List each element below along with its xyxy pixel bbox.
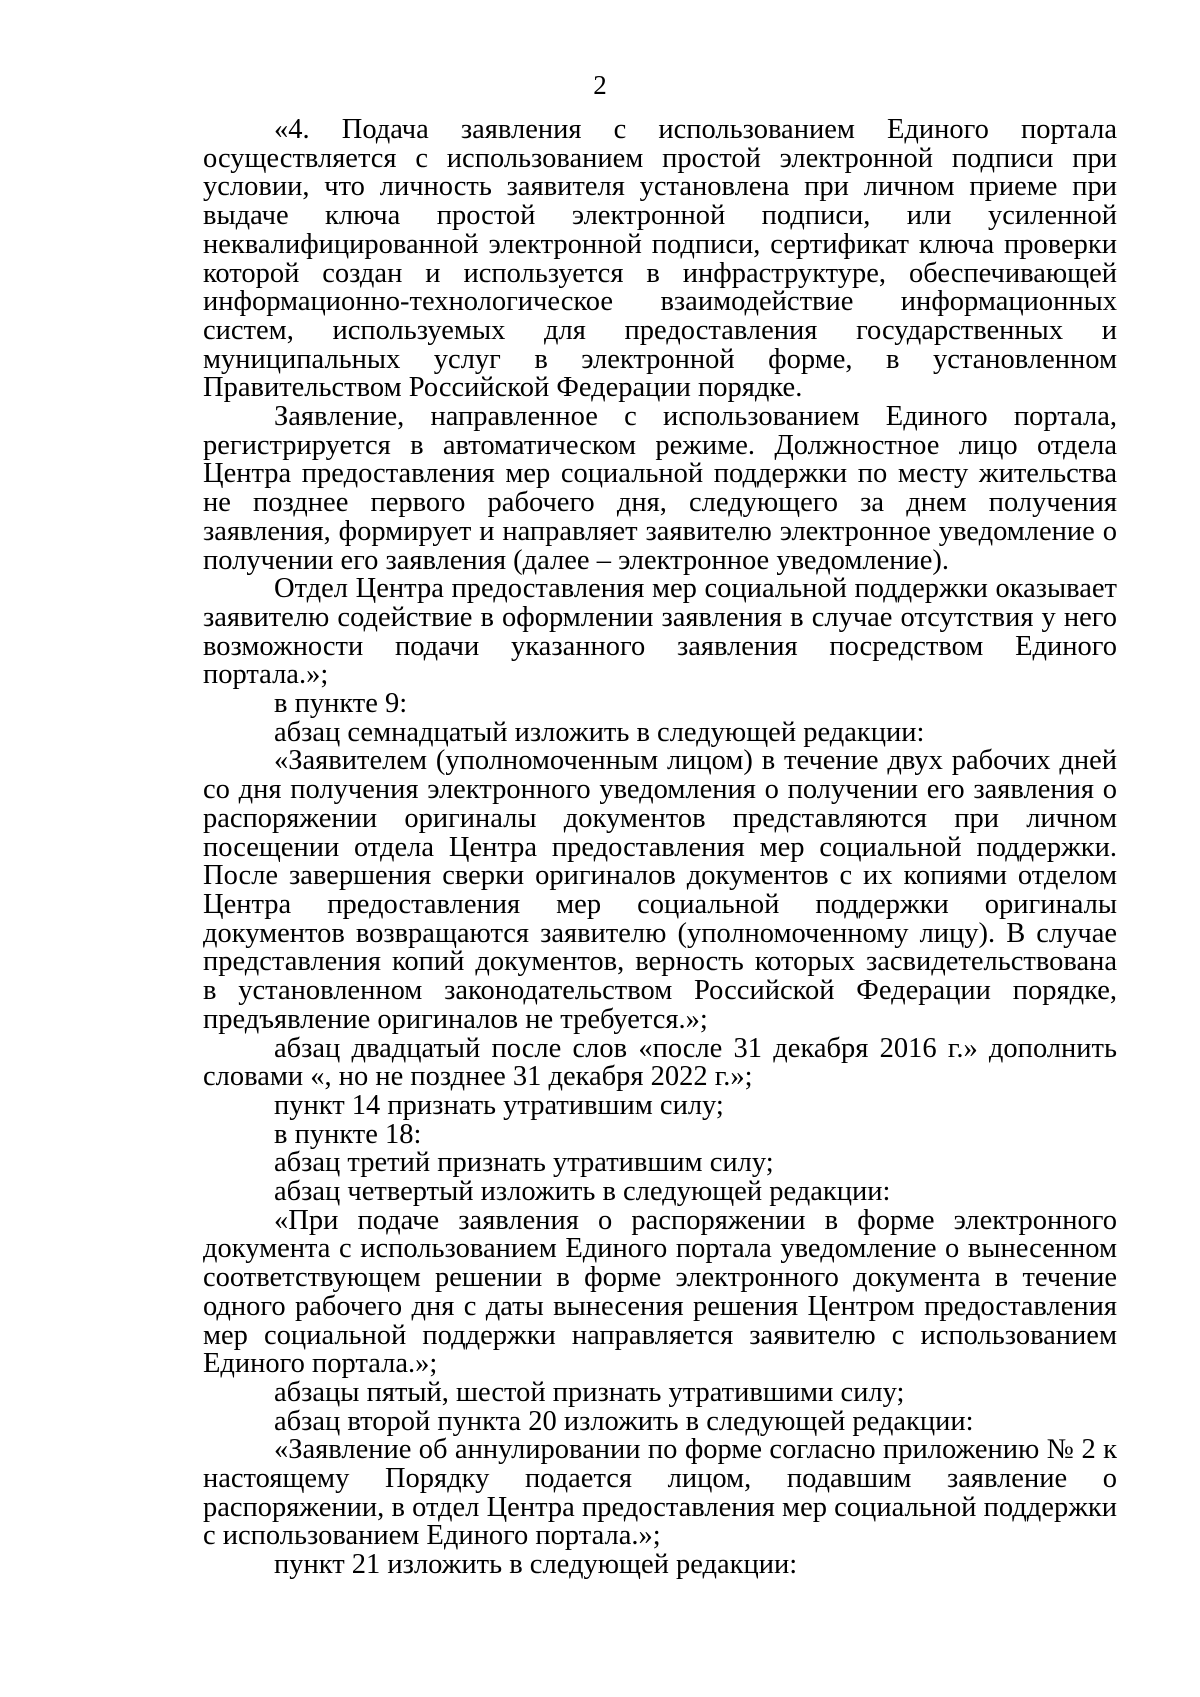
paragraph-9: в пункте 18: xyxy=(274,1118,422,1150)
paragraph-14: абзац второй пункта 20 изложить в следующей редакции: xyxy=(274,1405,974,1437)
paragraph-2: Заявление, направленное с использованием Единого портала, регистрируется в автоматическом режиме. Должностное лицо отдела Центра предоставления мер социальной поддержки по месту жительства не позднее первого рабочего дня, следующего за днем получения заявления, формирует и направляет заявителю электронное уведомление о получении его заявления (далее – электронное уведомление). xyxy=(203,401,1117,576)
page-number: 2 xyxy=(593,70,607,100)
paragraph-5: абзац семнадцатый изложить в следующей редакции: xyxy=(274,716,925,748)
document-body xyxy=(203,116,1117,1580)
paragraph-6: «Заявителем (уполномоченным лицом) в течение двух рабочих дней со дня получения электронного уведомления о получении его заявления о распоряжении оригиналы документов представляются при личном посещении отдела Центра предоставления мер социальной поддержки. После завершения сверки оригиналов документов с их копиями отделом Центра предоставления мер социальной поддержки оригиналы документов возвращаются заявителю (уполномоченному лицу). В случае представления копий документов, верность которых засвидетельствована в установленном законодательством Российской Федерации порядке, предъявление оригиналов не требуется.»; xyxy=(203,745,1117,1035)
paragraph-10: абзац третий признать утратившим силу; xyxy=(274,1147,774,1179)
paragraph-15: «Заявление об аннулировании по форме согласно приложению № 2 к настоящему Порядку подается лицом, подавшим заявление о распоряжении, в отдел Центра предоставления мер социальной поддержки с использованием Единого портала.»; xyxy=(203,1434,1117,1552)
paragraph-3: Отдел Центра предоставления мер социальной поддержки оказывает заявителю содействие в оформлении заявления в случае отсутствия у него возможности подачи указанного заявления посредством Единого портала.»; xyxy=(203,573,1117,691)
paragraph-11: абзац четвертый изложить в следующей редакции: xyxy=(274,1176,891,1208)
paragraph-12: «При подаче заявления о распоряжении в форме электронного документа с использованием Единого портала уведомление о вынесенном соответствующем решении в форме электронного документа в течение одного рабочего дня с даты вынесения решения Центром предоставления мер социальной поддержки направляется заявителю с использованием Единого портала.»; xyxy=(203,1204,1117,1380)
paragraph-4: в пункте 9: xyxy=(274,688,408,720)
paragraph-13: абзацы пятый, шестой признать утратившими силу; xyxy=(274,1376,905,1408)
paragraph-7: абзац двадцатый после слов «после 31 декабря 2016 г.» дополнить словами «, но не позднее 31 декабря 2022 г.»; xyxy=(203,1032,1117,1093)
paragraph-16: пункт 21 изложить в следующей редакции: xyxy=(274,1549,798,1581)
paragraph-8: пункт 14 признать утратившим силу; xyxy=(274,1089,724,1121)
paragraph-1: «4. Подача заявления с использованием Единого портала осуществляется с использованием простой электронной подписи при условии, что личность заявителя установлена при личном приеме при выдаче ключа простой электронной подписи, или усиленной неквалифицированной электронной подписи, сертификат ключа проверки которой создан и используется в инфраструктуре, обеспечивающей информационно-технологическое взаимодействие информационных систем, используемых для предоставления государственных и муниципальных услуг в электронной форме, в установленном Правительством Российской Федерации порядке. xyxy=(203,114,1117,404)
